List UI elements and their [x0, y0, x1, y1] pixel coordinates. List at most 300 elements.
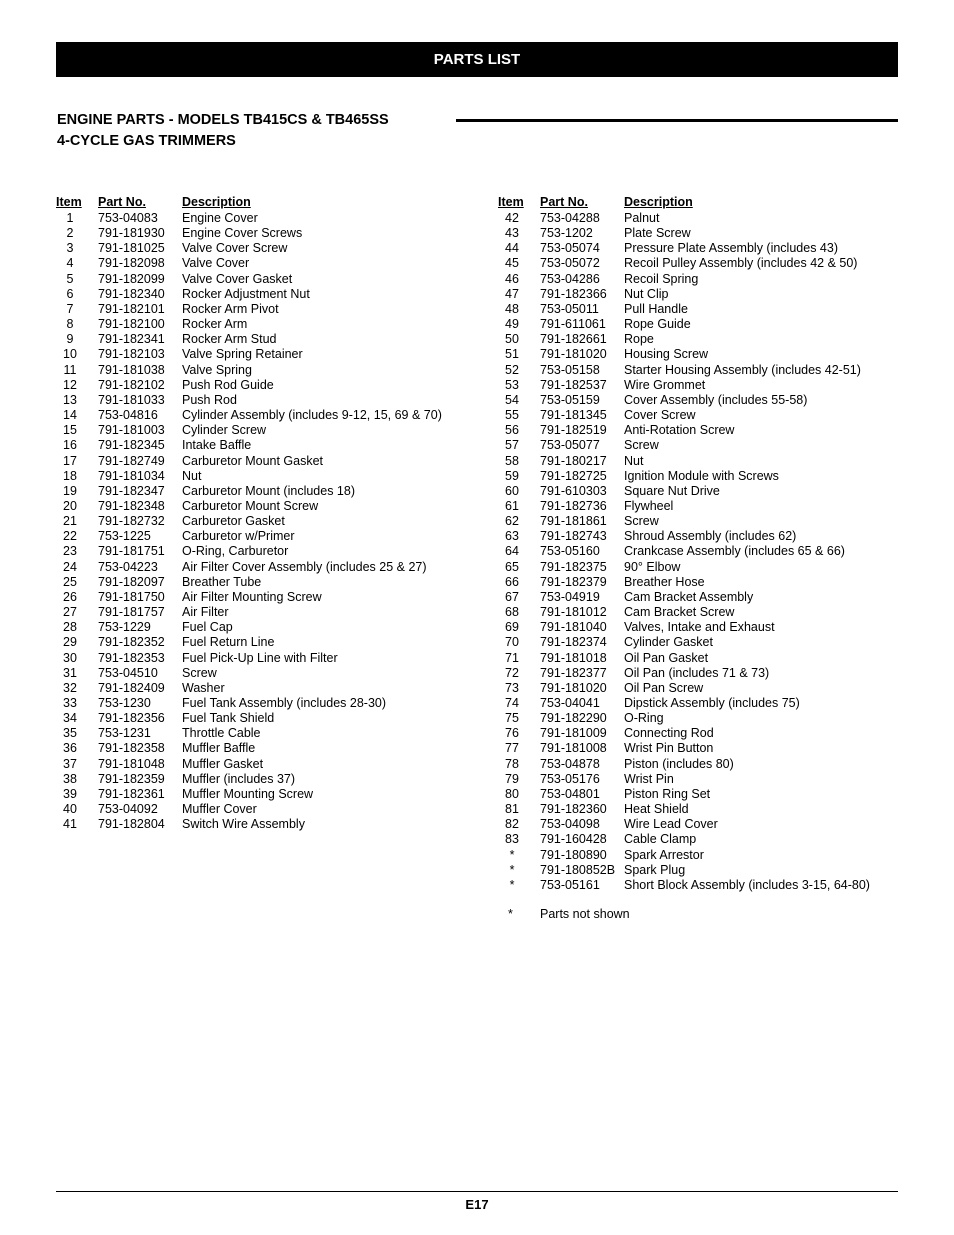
table-row: [498, 454, 884, 469]
table-row: [498, 878, 884, 893]
table-row: [56, 696, 462, 711]
part-description: Cover Screw: [624, 408, 696, 423]
item-number: 67: [505, 589, 519, 604]
part-number: 753-1229: [98, 620, 151, 635]
header-description: Description: [624, 195, 693, 209]
part-number: 753-04286: [540, 271, 600, 286]
part-number: 753-05158: [540, 362, 600, 377]
table-row: [56, 256, 462, 271]
table-row: [56, 363, 462, 378]
item-number: 83: [505, 832, 519, 847]
part-description: Short Block Assembly (includes 3-15, 64-80): [624, 877, 870, 892]
part-description: Valve Cover Gasket: [182, 271, 293, 286]
part-number: 753-05074: [540, 241, 600, 256]
table-row: [498, 226, 884, 241]
part-description: Valves, Intake and Exhaust: [624, 620, 775, 635]
part-description: Cylinder Assembly (includes 9-12, 15, 69 & 70): [182, 408, 442, 423]
item-number: 50: [505, 332, 519, 347]
part-description: Cylinder Gasket: [624, 635, 713, 650]
item-number: 53: [505, 377, 519, 392]
part-number: 791-182102: [98, 377, 165, 392]
table-row: [498, 757, 884, 772]
table-row: [56, 817, 462, 832]
footnote-marker: *: [508, 907, 513, 921]
table-row: [498, 863, 884, 878]
item-number: 40: [63, 802, 77, 817]
header-part-no: Part No.: [540, 195, 588, 209]
table-row: [498, 741, 884, 756]
part-number: 791-182377: [540, 665, 607, 680]
table-row: [56, 272, 462, 287]
part-description: Rope: [624, 332, 654, 347]
item-number: 21: [63, 514, 77, 529]
item-number: 64: [505, 544, 519, 559]
item-number: 14: [63, 408, 77, 423]
part-number: 791-181012: [540, 605, 607, 620]
item-number: 6: [66, 286, 74, 301]
part-description: Palnut: [624, 211, 660, 225]
table-row: [498, 666, 884, 681]
part-number: 791-182409: [98, 680, 165, 695]
part-number: 791-181750: [98, 589, 165, 604]
table-row: [498, 287, 884, 302]
part-description: Muffler (includes 37): [182, 771, 296, 786]
item-number: 25: [63, 574, 77, 589]
part-number: 791-180217: [540, 453, 607, 468]
item-number: 65: [505, 559, 519, 574]
item-number: 33: [63, 696, 77, 710]
part-number: 791-182356: [98, 711, 165, 726]
part-number: 791-160428: [540, 832, 607, 847]
table-row: [498, 363, 884, 378]
part-description: Nut: [624, 453, 644, 468]
section-title-line2: 4-CYCLE GAS TRIMMERS: [57, 133, 236, 149]
part-description: Spark Plug: [624, 862, 686, 877]
part-number: 791-182361: [98, 786, 165, 801]
item-number: 37: [63, 756, 77, 771]
section-title: [57, 110, 389, 152]
item-number: 30: [63, 650, 77, 665]
table-row: [498, 817, 884, 832]
table-row: [498, 529, 884, 544]
item-number: 68: [505, 605, 519, 620]
table-row: [498, 726, 884, 741]
part-description: Spark Arrestor: [624, 847, 704, 862]
part-number: 791-181048: [98, 756, 165, 771]
item-number: 45: [505, 256, 519, 271]
part-description: Heat Shield: [624, 802, 689, 817]
table-row: [56, 681, 462, 696]
table-row: [498, 272, 884, 287]
part-description: Cover Assembly (includes 55-58): [624, 392, 808, 407]
item-number: 74: [505, 696, 519, 710]
part-number: 753-04510: [98, 665, 158, 680]
part-number: 791-182366: [540, 286, 607, 301]
table-row: [56, 590, 462, 605]
part-number: 791-181038: [98, 362, 165, 377]
table-row: [56, 605, 462, 620]
item-number: 79: [505, 771, 519, 786]
part-number: 791-181751: [98, 544, 165, 559]
item-number: 34: [63, 711, 77, 726]
part-description: Carburetor w/Primer: [182, 529, 295, 544]
part-description: Rocker Arm Stud: [182, 332, 277, 347]
table-row: [498, 711, 884, 726]
table-row: [56, 438, 462, 453]
part-description: Fuel Pick-Up Line with Filter: [182, 650, 338, 665]
part-description: Nut Clip: [624, 286, 669, 301]
table-row: [498, 347, 884, 362]
part-description: Muffler Mounting Screw: [182, 786, 314, 801]
table-row: [56, 287, 462, 302]
table-row: [498, 393, 884, 408]
item-number: 56: [505, 423, 519, 438]
table-row: [498, 332, 884, 347]
item-number: *: [509, 847, 515, 862]
item-number: 41: [63, 817, 77, 832]
table-row: [56, 651, 462, 666]
part-number: 791-181034: [98, 468, 165, 483]
part-description: Starter Housing Assembly (includes 42-51): [624, 362, 861, 377]
part-number: 791-180852B: [540, 862, 616, 877]
part-description: Muffler Baffle: [182, 741, 256, 756]
part-number: 791-182341: [98, 332, 165, 347]
part-number: 791-181020: [540, 680, 607, 695]
part-number: 753-04083: [98, 211, 158, 225]
part-number: 753-05160: [540, 544, 600, 559]
banner-title: PARTS LIST: [433, 51, 521, 68]
part-number: 791-181009: [540, 726, 607, 741]
table-header-row: [498, 194, 884, 211]
table-row: [56, 302, 462, 317]
item-number: 77: [505, 741, 519, 756]
part-number: 753-04223: [98, 559, 158, 574]
item-number: 32: [63, 680, 77, 695]
item-number: 22: [63, 529, 77, 544]
table-row: [56, 711, 462, 726]
item-number: 31: [63, 665, 77, 680]
table-row: [56, 408, 462, 423]
item-number: *: [509, 862, 515, 877]
table-row: [498, 605, 884, 620]
part-description: 90° Elbow: [624, 559, 681, 574]
table-row: [56, 787, 462, 802]
item-number: 13: [63, 392, 77, 407]
item-number: 20: [63, 498, 77, 513]
table-row: [56, 757, 462, 772]
part-description: Carburetor Mount Gasket: [182, 453, 324, 468]
part-description: Throttle Cable: [182, 726, 261, 741]
part-description: O-Ring, Carburetor: [182, 544, 289, 559]
part-description: Carburetor Mount (includes 18): [182, 483, 355, 498]
part-description: Engine Cover: [182, 211, 258, 225]
item-number: 9: [66, 332, 74, 347]
header-description: Description: [182, 195, 251, 209]
item-number: 38: [63, 771, 77, 786]
table-row: [498, 438, 884, 453]
part-description: Muffler Cover: [182, 802, 257, 817]
table-row: [498, 317, 884, 332]
part-description: Breather Hose: [624, 574, 705, 589]
part-description: Rocker Adjustment Nut: [182, 286, 310, 301]
part-description: Muffler Gasket: [182, 756, 264, 771]
part-description: Oil Pan Gasket: [624, 650, 709, 665]
item-number: 61: [505, 498, 519, 513]
part-number: 753-1225: [98, 529, 151, 544]
part-number: 791-182732: [98, 514, 165, 529]
part-number: 753-05077: [540, 438, 600, 453]
item-number: 12: [63, 377, 77, 392]
part-number: 791-182358: [98, 741, 165, 756]
table-row: [498, 635, 884, 650]
item-number: 80: [505, 786, 519, 801]
footnote-text: Parts not shown: [540, 907, 630, 921]
table-row: [56, 317, 462, 332]
table-row: [498, 590, 884, 605]
parts-table-right: [498, 194, 884, 893]
item-number: 75: [505, 711, 519, 726]
item-number: 59: [505, 468, 519, 483]
item-number: 39: [63, 786, 77, 801]
part-description: Screw: [624, 438, 659, 453]
part-number: 791-182375: [540, 559, 607, 574]
part-description: Anti-Rotation Screw: [624, 423, 735, 438]
header-part-no: Part No.: [98, 195, 146, 209]
item-number: 49: [505, 317, 519, 332]
table-row: [498, 848, 884, 863]
part-description: Air Filter Cover Assembly (includes 25 & 27): [182, 559, 427, 574]
part-number: 791-182352: [98, 635, 165, 650]
header-item: Item: [56, 195, 82, 209]
item-number: 15: [63, 423, 77, 438]
item-number: 43: [505, 226, 519, 241]
table-row: [56, 423, 462, 438]
table-row: [498, 514, 884, 529]
part-description: Fuel Return Line: [182, 635, 275, 650]
part-number: 753-04919: [540, 589, 600, 604]
part-number: 791-182725: [540, 468, 607, 483]
table-row: [498, 302, 884, 317]
header-item: Item: [498, 195, 524, 209]
part-description: Piston Ring Set: [624, 786, 711, 801]
item-number: 29: [63, 635, 77, 650]
part-number: 753-04288: [540, 211, 600, 225]
table-row: [56, 726, 462, 741]
table-row: [498, 772, 884, 787]
table-row: [498, 575, 884, 590]
table-row: [56, 544, 462, 559]
part-number: 791-181040: [540, 620, 607, 635]
part-number: 791-182360: [540, 802, 607, 817]
part-number: 753-04801: [540, 786, 600, 801]
part-number: 791-182743: [540, 529, 607, 544]
page-number: E17: [465, 1197, 489, 1212]
table-row: [498, 802, 884, 817]
table-row: [56, 514, 462, 529]
part-description: Cylinder Screw: [182, 423, 267, 438]
part-number: 753-1231: [98, 726, 151, 741]
item-number: 62: [505, 514, 519, 529]
item-number: 55: [505, 408, 519, 423]
part-number: 791-180890: [540, 847, 607, 862]
part-number: 791-182359: [98, 771, 165, 786]
parts-table-left: [56, 194, 462, 832]
part-number: 791-610303: [540, 483, 607, 498]
table-row: [56, 393, 462, 408]
part-description: Valve Cover Screw: [182, 241, 288, 256]
item-number: 71: [505, 650, 519, 665]
item-number: 10: [63, 347, 77, 362]
item-number: 1: [66, 211, 74, 225]
part-description: Square Nut Drive: [624, 483, 720, 498]
part-number: 791-182099: [98, 271, 165, 286]
part-description: Screw: [624, 514, 659, 529]
part-description: Screw: [182, 665, 217, 680]
part-number: 753-05159: [540, 392, 600, 407]
part-description: Wire Lead Cover: [624, 817, 718, 832]
part-description: Fuel Cap: [182, 620, 233, 635]
table-row: [498, 408, 884, 423]
part-number: 753-04098: [540, 817, 600, 832]
part-number: 791-181003: [98, 423, 165, 438]
part-description: Carburetor Gasket: [182, 514, 285, 529]
table-row: [498, 211, 884, 226]
part-description: Air Filter Mounting Screw: [182, 589, 322, 604]
part-description: O-Ring: [624, 711, 664, 726]
part-number: 791-182519: [540, 423, 607, 438]
part-description: Breather Tube: [182, 574, 262, 589]
part-number: 791-182098: [98, 256, 165, 271]
part-number: 753-04816: [98, 408, 158, 423]
table-row: [498, 378, 884, 393]
table-row: [498, 544, 884, 559]
part-number: 791-181025: [98, 241, 165, 256]
part-number: 753-1202: [540, 226, 593, 241]
part-description: Fuel Tank Assembly (includes 28-30): [182, 696, 387, 710]
item-number: 3: [66, 241, 74, 256]
part-number: 791-182804: [98, 817, 165, 832]
part-number: 791-182348: [98, 498, 165, 513]
item-number: 27: [63, 605, 77, 620]
table-row: [498, 651, 884, 666]
table-row: [498, 469, 884, 484]
part-description: Carburetor Mount Screw: [182, 498, 319, 513]
part-number: 791-182736: [540, 498, 607, 513]
table-row: [56, 454, 462, 469]
item-number: 66: [505, 574, 519, 589]
table-row: [498, 423, 884, 438]
part-description: Wire Grommet: [624, 377, 706, 392]
part-description: Cam Bracket Screw: [624, 605, 735, 620]
part-number: 791-182103: [98, 347, 165, 362]
item-number: 52: [505, 362, 519, 377]
part-description: Air Filter: [182, 605, 229, 620]
part-description: Oil Pan (includes 71 & 73): [624, 665, 770, 680]
item-number: 78: [505, 756, 519, 771]
part-number: 791-182374: [540, 635, 607, 650]
table-row: [56, 347, 462, 362]
item-number: 28: [63, 620, 77, 635]
item-number: 2: [66, 226, 74, 241]
table-row: [56, 802, 462, 817]
item-number: 16: [63, 438, 77, 453]
part-description: Engine Cover Screws: [182, 226, 303, 241]
part-number: 753-05161: [540, 877, 600, 892]
part-number: 753-05176: [540, 771, 600, 786]
table-row: [498, 787, 884, 802]
table-row: [56, 469, 462, 484]
table-row: [498, 241, 884, 256]
part-number: 791-182347: [98, 483, 165, 498]
item-number: 57: [505, 438, 519, 453]
part-description: Rocker Arm Pivot: [182, 301, 279, 316]
table-row: [56, 666, 462, 681]
item-number: 23: [63, 544, 77, 559]
part-description: Intake Baffle: [182, 438, 252, 453]
part-number: 791-182345: [98, 438, 165, 453]
item-number: 54: [505, 392, 519, 407]
table-row: [56, 241, 462, 256]
part-number: 791-181020: [540, 347, 607, 362]
item-number: 72: [505, 665, 519, 680]
item-number: 36: [63, 741, 77, 756]
part-description: Rocker Arm: [182, 317, 248, 332]
part-description: Push Rod Guide: [182, 377, 274, 392]
item-number: 7: [66, 301, 74, 316]
table-row: [498, 484, 884, 499]
part-number: 791-182537: [540, 377, 607, 392]
part-number: 791-611061: [540, 317, 606, 332]
item-number: 58: [505, 453, 519, 468]
part-description: Plate Screw: [624, 226, 691, 241]
part-description: Valve Spring Retainer: [182, 347, 303, 362]
part-description: Pull Handle: [624, 301, 688, 316]
part-description: Recoil Spring: [624, 271, 699, 286]
item-number: 81: [505, 802, 519, 817]
part-description: Washer: [182, 680, 225, 695]
part-description: Flywheel: [624, 498, 674, 513]
table-row: [498, 681, 884, 696]
part-number: 791-181018: [540, 650, 607, 665]
part-description: Crankcase Assembly (includes 65 & 66): [624, 544, 845, 559]
section-divider: [456, 119, 898, 122]
part-description: Shroud Assembly (includes 62): [624, 529, 797, 544]
item-number: 47: [505, 286, 519, 301]
part-description: Housing Screw: [624, 347, 709, 362]
part-description: Valve Spring: [182, 362, 252, 377]
part-number: 791-182340: [98, 286, 165, 301]
item-number: 26: [63, 589, 77, 604]
item-number: 60: [505, 483, 519, 498]
item-number: 4: [66, 256, 74, 271]
part-description: Fuel Tank Shield: [182, 711, 275, 726]
part-description: Oil Pan Screw: [624, 680, 704, 695]
part-description: Piston (includes 80): [624, 756, 734, 771]
part-number: 753-1230: [98, 696, 151, 710]
part-description: Recoil Pulley Assembly (includes 42 & 50): [624, 256, 858, 271]
item-number: *: [509, 877, 515, 892]
part-number: 753-05072: [540, 256, 600, 271]
table-row: [498, 256, 884, 271]
part-number: 791-181861: [540, 514, 607, 529]
item-number: 17: [63, 453, 77, 468]
item-number: 48: [505, 301, 519, 316]
part-number: 791-181345: [540, 408, 607, 423]
table-row: [498, 832, 884, 847]
part-number: 753-04041: [540, 696, 600, 710]
table-row: [56, 211, 462, 226]
table-row: [56, 741, 462, 756]
